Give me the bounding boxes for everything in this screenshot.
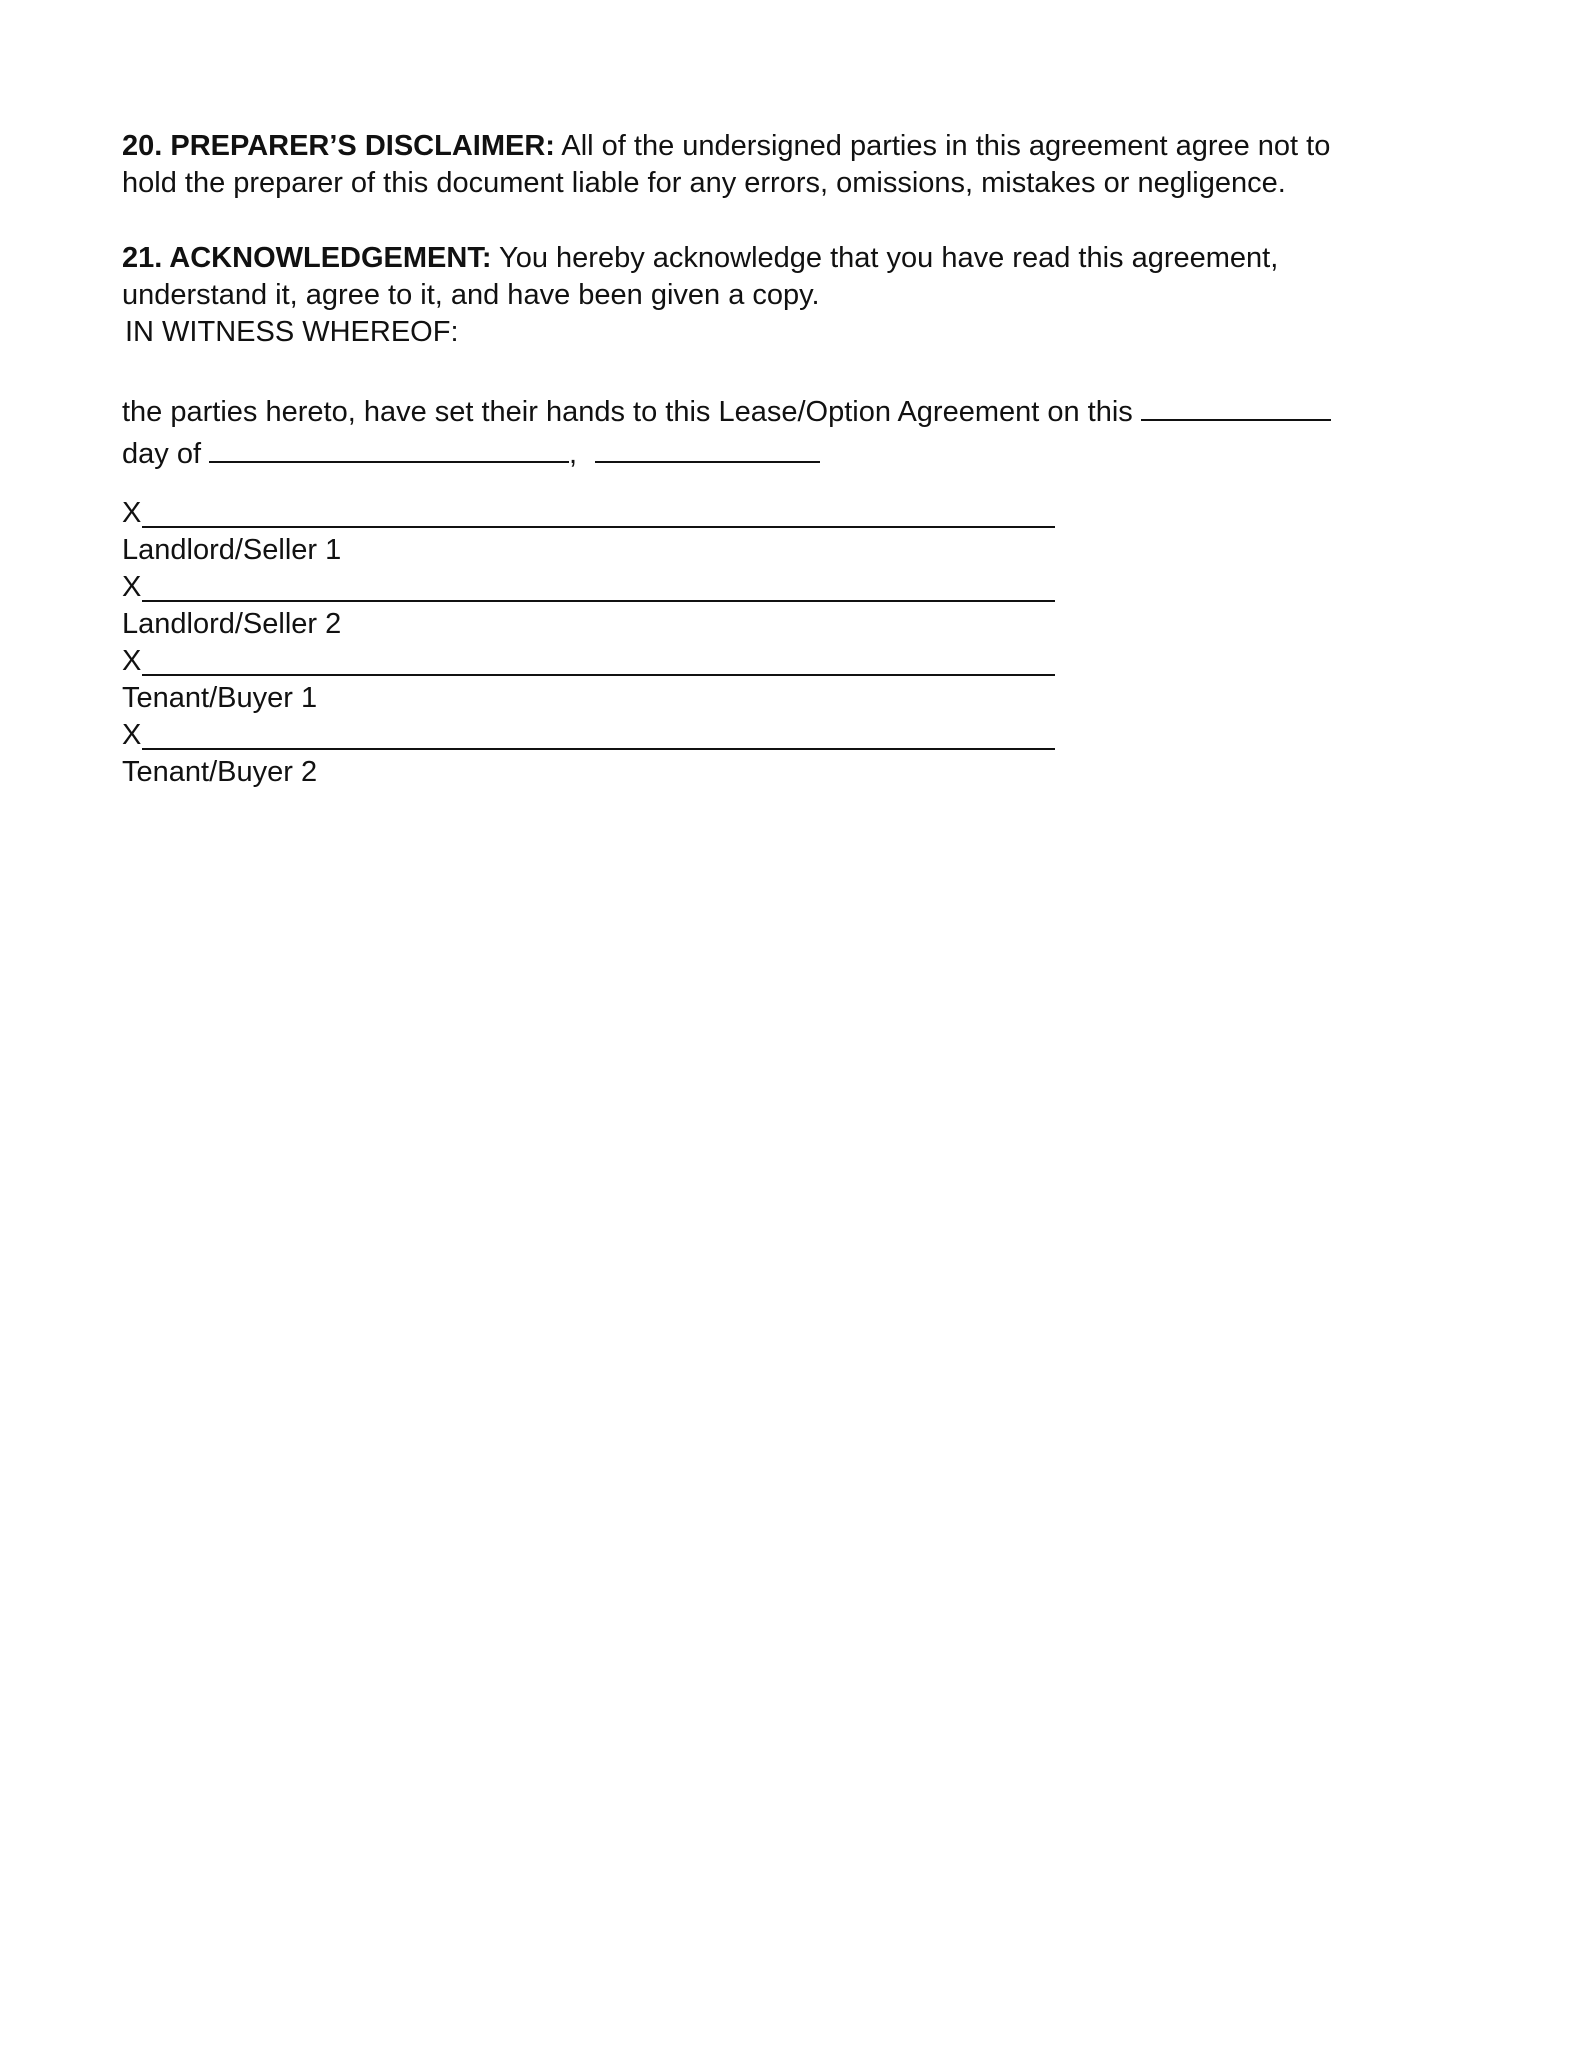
signature-line-landlord-1[interactable]: [122, 495, 1442, 532]
section-20-body-line1: All of the undersigned parties in this agreement agree not to: [554, 130, 1331, 162]
spacer: [122, 202, 1442, 240]
attestation-paragraph: [122, 389, 1442, 473]
signature-label-tenant-2: Tenant/Buyer 2: [122, 756, 318, 788]
signature-mark: X: [122, 645, 142, 677]
signature-rule[interactable]: [142, 646, 1055, 676]
signature-label-tenant-1: Tenant/Buyer 1: [122, 682, 318, 714]
signature-mark: X: [122, 719, 142, 751]
signature-label-landlord-2: Landlord/Seller 2: [122, 608, 342, 640]
section-21-paragraph: [122, 240, 1442, 351]
signature-rule[interactable]: [142, 720, 1055, 750]
signature-mark: X: [122, 571, 142, 603]
signature-label-landlord-1: Landlord/Seller 1: [122, 534, 342, 566]
signature-rule[interactable]: [142, 572, 1055, 602]
section-21-body-line1: You hereby acknowledge that you have read this agreement,: [491, 242, 1279, 274]
section-20-paragraph: [122, 128, 1442, 202]
spacer: [122, 351, 1442, 389]
signature-mark: X: [122, 497, 142, 529]
signature-line-landlord-2[interactable]: [122, 569, 1442, 606]
attestation-line1: the parties hereto, have set their hands to this Lease/Option Agreement on this: [122, 396, 1133, 428]
signature-line-tenant-1[interactable]: [122, 643, 1442, 680]
section-20-body-line2: hold the preparer of this document liable for any errors, omissions, mistakes or negligence.: [122, 167, 1286, 199]
section-21-body-line2: understand it, agree to it, and have been given a copy.: [122, 279, 820, 311]
signature-line-tenant-2[interactable]: [122, 717, 1442, 754]
section-21-heading: 21. ACKNOWLEDGEMENT:: [122, 242, 492, 274]
day-number-blank[interactable]: [1141, 389, 1331, 421]
section-20-heading: 20. PREPARER’S DISCLAIMER:: [122, 130, 555, 162]
witness-whereof: IN WITNESS WHEREOF:: [125, 316, 459, 348]
day-of-label: day of: [122, 438, 201, 470]
date-comma: ,: [569, 438, 578, 470]
signature-block: [122, 495, 1442, 791]
signature-rule[interactable]: [142, 498, 1055, 528]
document-page: [122, 128, 1442, 791]
month-blank[interactable]: [209, 431, 569, 463]
year-blank[interactable]: [595, 431, 820, 463]
